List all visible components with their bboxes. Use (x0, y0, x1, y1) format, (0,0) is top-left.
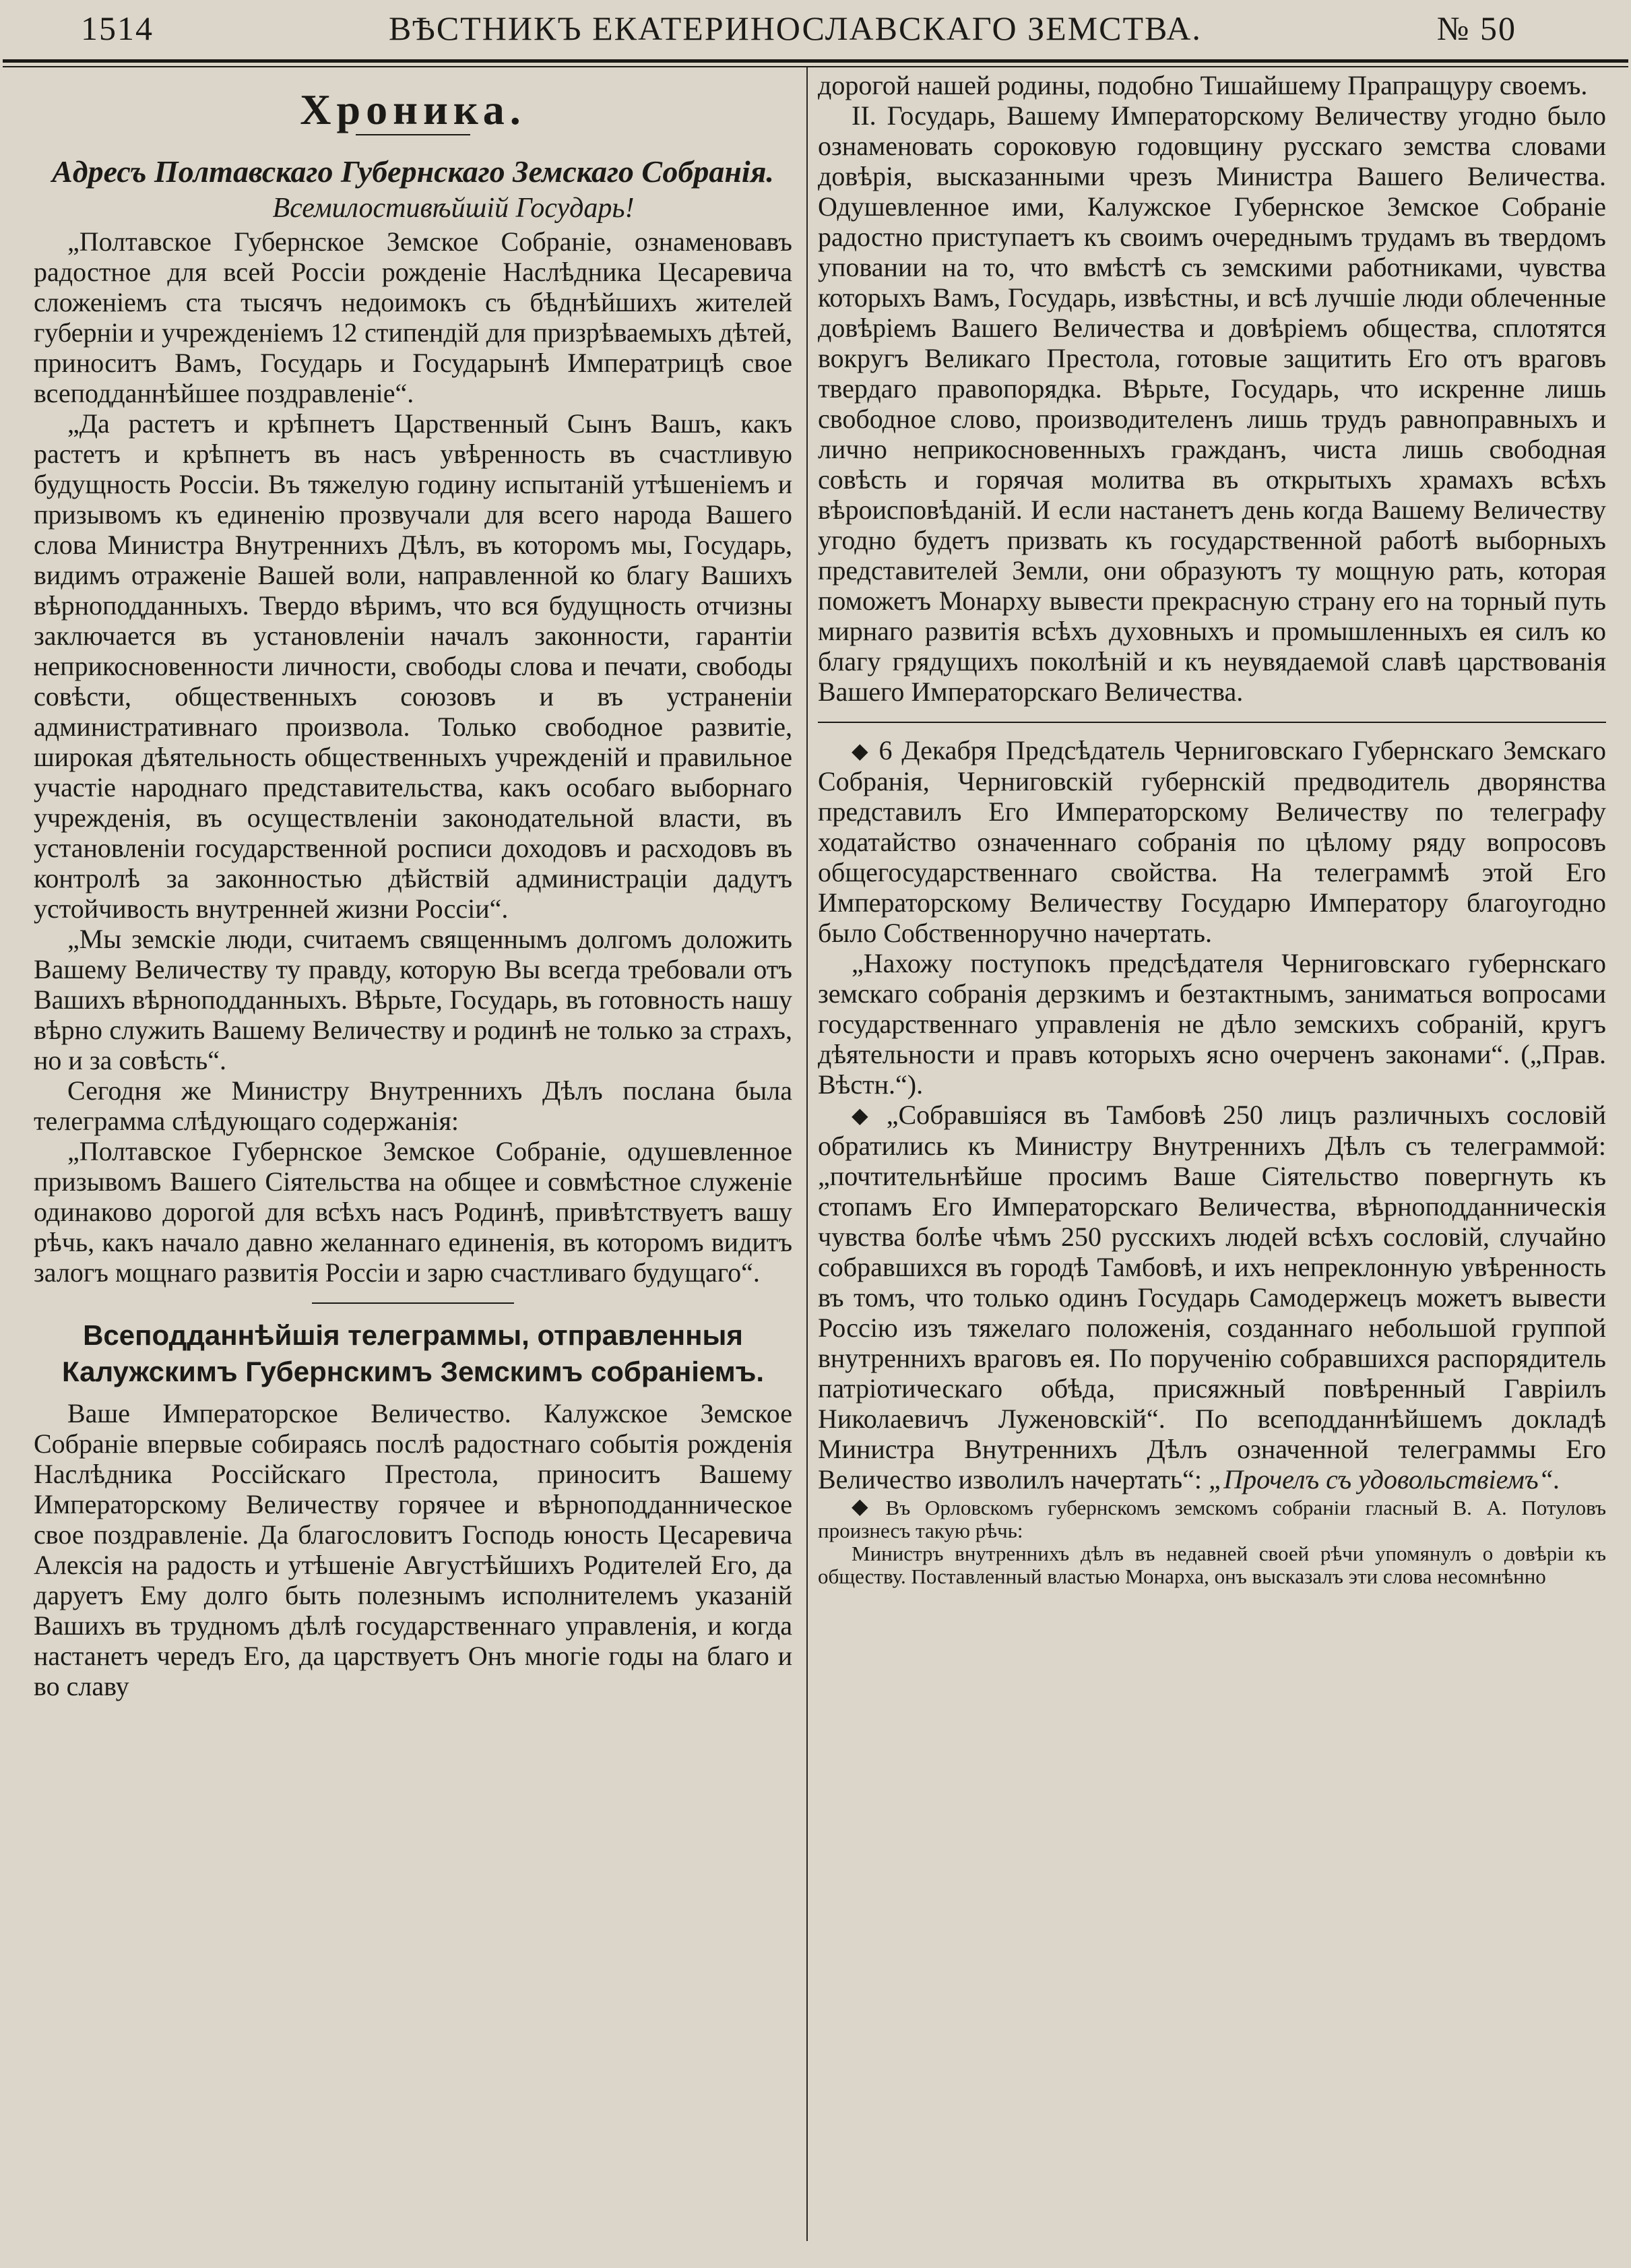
header-rule-thin (3, 66, 1628, 67)
running-head (0, 0, 1631, 57)
salutation: Всемилостивѣйшій Государь! (272, 193, 635, 224)
paragraph: „Полтавское Губернское Земское Собраніе, одушевленное призывомъ Вашего Сіятельства на общее и совмѣстное служеніе одинаково дорогой для всѣхъ насъ Родинѣ, привѣтствуетъ вашу рѣчь, какъ начало давно желаннаго единенія, въ которомъ видитъ залогъ мощнаго развитія Россіи и зарю счастливаго будущаго“. (34, 1136, 792, 1288)
news-item-tambov: ◆ „Собравшіяся въ Тамбовѣ 250 лицъ различныхъ сословій обратились къ Министру Внутреннихъ Дѣлъ съ телеграммой: „почтительнѣйше просимъ Ваше Сіятельство повергнуть къ стопамъ Его Императорскаго Величества, вѣрноподданническія чувства болѣе чѣмъ 250 русскихъ людей всѣхъ сословій, случайно собравшихся въ городѣ Тамбовѣ, и ихъ непреклонную увѣренность въ томъ, что только одинъ Государь Самодержецъ можетъ вывести Россію изъ тяжелаго положенія, созданнаго небольшой группой внутреннихъ враговъ ея. По порученію собравшихся распорядитель патріотическаго обѣда, присяжный повѣренный Гавріилъ Николаевичъ Луженовскій“. По всеподданнѣйшемъ докладѣ Министра Внутреннихъ Дѣлъ означенной телеграммы Его Величество изволилъ начертать“: „Прочелъ съ удовольствіемъ“. (818, 1100, 1606, 1494)
imperial-resolution: „Прочелъ съ удовольствіемъ“. (1209, 1464, 1560, 1494)
quote: Министръ внутреннихъ дѣлъ въ недавней своей рѣчи упомянулъ о довѣріи къ обществу. Поставленный властью Монарха, онъ высказалъ эти слова несомнѣнно (818, 1542, 1606, 1588)
right-column (818, 70, 1606, 2248)
left-column (34, 70, 792, 2248)
column-divider (806, 67, 808, 2241)
article-title-poltava: Адресъ Полтавскаго Губернскаго Земскаго Собранія. (52, 154, 774, 189)
paragraph: дорогой нашей родины, подобно Тишайшему Прапращуру своемъ. (818, 70, 1588, 100)
news-item-chernigov: ◆ 6 Декабря Предсѣдатель Черниговскаго Губернскаго Земскаго Собранія, Черниговскій губернскій предводитель дворянства представилъ Его Императорскому Величеству по телеграфу ходатайство означеннаго собранія по цѣлому ряду вопросовъ общегосударственнаго свойства. На телеграммѣ этой Его Императорскому Величеству Государю Императору благоугодно было Собственноручно начертать. (818, 735, 1606, 948)
news-item-orel: ◆ Въ Орловскомъ губернскомъ земскомъ собраніи гласный В. А. Потуловъ произнесъ такую рѣчь: (818, 1493, 1606, 1542)
page-number: 1514 (81, 9, 154, 47)
paragraph: II. Государь, Вашему Императорскому Величеству угодно было ознаменовать сороковую годовщину русскаго земства словами довѣрія, высказанными чрезъ Министра Вашего Величества. Одушевленное ими, Калужское Губернское Земское Собраніе радостно приступаетъ къ своимъ очереднымъ трудамъ въ твердомъ уповании на то, что вмѣстѣ съ земскими работниками, чувства которыхъ Вамъ, Государь, извѣстны, и всѣ лучшіе люди облеченные довѣріемъ Вашего Величества и довѣріемъ общества, сплотятся вокругъ Великаго Престола, готовые защитить Его отъ враговъ твердаго правопорядка. Вѣрьте, Государь, что искренне лишь свободное слово, производителенъ лишь трудъ равноправныхъ и лично неприкосновенныхъ гражданъ, чиста лишь свободная совѣсть и горячая молитва въ открытыхъ храмахъ всѣхъ вѣроисповѣданій. И если настанетъ день когда Вашему Величеству угодно будетъ призвать къ государственной работѣ выборныхъ представителей Земли, они образуютъ ту мощную рать, которая поможетъ Монарху вывести прекрасную страну его на торный путь мирнаго развитія всѣхъ духовныхъ и промышленныхъ ея силъ ко благу грядущихъ поколѣній и къ неувядаемой славѣ царствованія Вашего Императорскаго Величества. (818, 100, 1606, 707)
paragraph: „Мы земскіе люди, считаемъ священнымъ долгомъ доложить Вашему Величеству ту правду, которую Вы всегда требовали отъ Вашихъ вѣрноподданныхъ. Вѣрьте, Государь, въ готовность нашу вѣрно служить Вашему Величеству и родинѣ не только за страхъ, но и за совѣсть“. (34, 924, 792, 1075)
paragraph: Сегодня же Министру Внутреннихъ Дѣлъ послана была телеграмма слѣдующаго содержанія: (34, 1075, 792, 1136)
source-citation: („Прав. Вѣстн.“). (818, 1039, 1607, 1100)
article-separator (818, 722, 1606, 723)
paragraph: Ваше Императорское Величество. Калужское Земское Собраніе впервые собираясь послѣ радостнаго событія рожденія Наслѣдника Россійскаго Престола, приноситъ Вашему Императорскому Величеству горячее и вѣрноподданническое свое поздравленіе. Да благословитъ Господь юность Цесаревича Алексія на радость и утѣшеніе Августѣйшихъ Родителей Его, да даруетъ Ему долго быть полезнымъ исполнителемъ указаній Вашихъ въ трудномъ дѣлѣ государственнаго управленія, и когда настанетъ чередъ Его, да царствуетъ Онъ многіе годы на благо и во славу (34, 1398, 792, 1701)
section-title: Хроника. (300, 86, 526, 133)
header-rule-thick (3, 59, 1628, 63)
article-separator (312, 1302, 514, 1304)
journal-title: ВѢСТНИКЪ ЕКАТЕРИНОСЛАВСКАГО ЗЕМСТВА. (388, 9, 1202, 47)
paragraph: „Полтавское Губернское Земское Собраніе, ознаменовавъ радостное для всей Россіи рожденіе Наслѣдника Цесаревича сложеніемъ ста тысячъ недоимокъ съ бѣднѣйшихъ жителей губерніи и учрежденіемъ 12 стипендій для призрѣваемыхъ дѣтей, приноситъ Вамъ, Государь и Государынѣ Императрицѣ свое всеподданнѣйшее поздравленіе“. (34, 226, 792, 408)
quote: „Нахожу поступокъ предсѣдателя Черниговскаго губернскаго земскаго собранія дерзкимъ и безтактнымъ, заниматься вопросами государственнаго управленія не дѣло земскихъ собраній, кругъ дѣятельности и правъ которыхъ ясно очерченъ законами“. („Прав. Вѣстн.“). (818, 948, 1607, 1100)
ornament-icon: ◆ (852, 738, 871, 763)
ornament-icon: ◆ (852, 1102, 878, 1128)
paragraph: „Да растетъ и крѣпнетъ Царственный Сынъ Вашъ, какъ растетъ и крѣпнетъ въ насъ увѣренность въ счастливую будущность Россіи. Въ тяжелую годину испытаній утѣшеніемъ и призывомъ къ единенію прозвучали для всего народа Вашего слова Министра Внутреннихъ Дѣлъ, въ которомъ мы, Государь, видимъ отраженіе Вашей воли, направленной ко благу Вашихъ вѣрноподданныхъ. Твердо вѣримъ, что вся будущность отчизны заключается въ установленіи началъ законности, гарантіи неприкосновенности личности, свободы слова и печати, свободы совѣсти, общественныхъ союзовъ и въ устраненіи административнаго произвола. Только свободное развитіе, широкая дѣятельность общественныхъ учрежденій и правильное участіе народнаго представительства, какъ особаго выборнаго учрежденія, въ осуществленіи законодательной власти, въ установленіи государственной росписи доходовъ и расходовъ въ контролѣ за законностью дѣйствій администраціи дадутъ устойчивость внутренней жизни Россіи“. (34, 408, 792, 924)
section-rule (356, 134, 470, 135)
ornament-icon: ◆ (852, 1493, 878, 1519)
issue-number: № 50 (1436, 9, 1516, 47)
article-title-kaluga: Всеподданнѣйшія телеграммы, отправленныя Калужскимъ Губернскимъ Земскимъ собраніемъ. (61, 1319, 765, 1387)
